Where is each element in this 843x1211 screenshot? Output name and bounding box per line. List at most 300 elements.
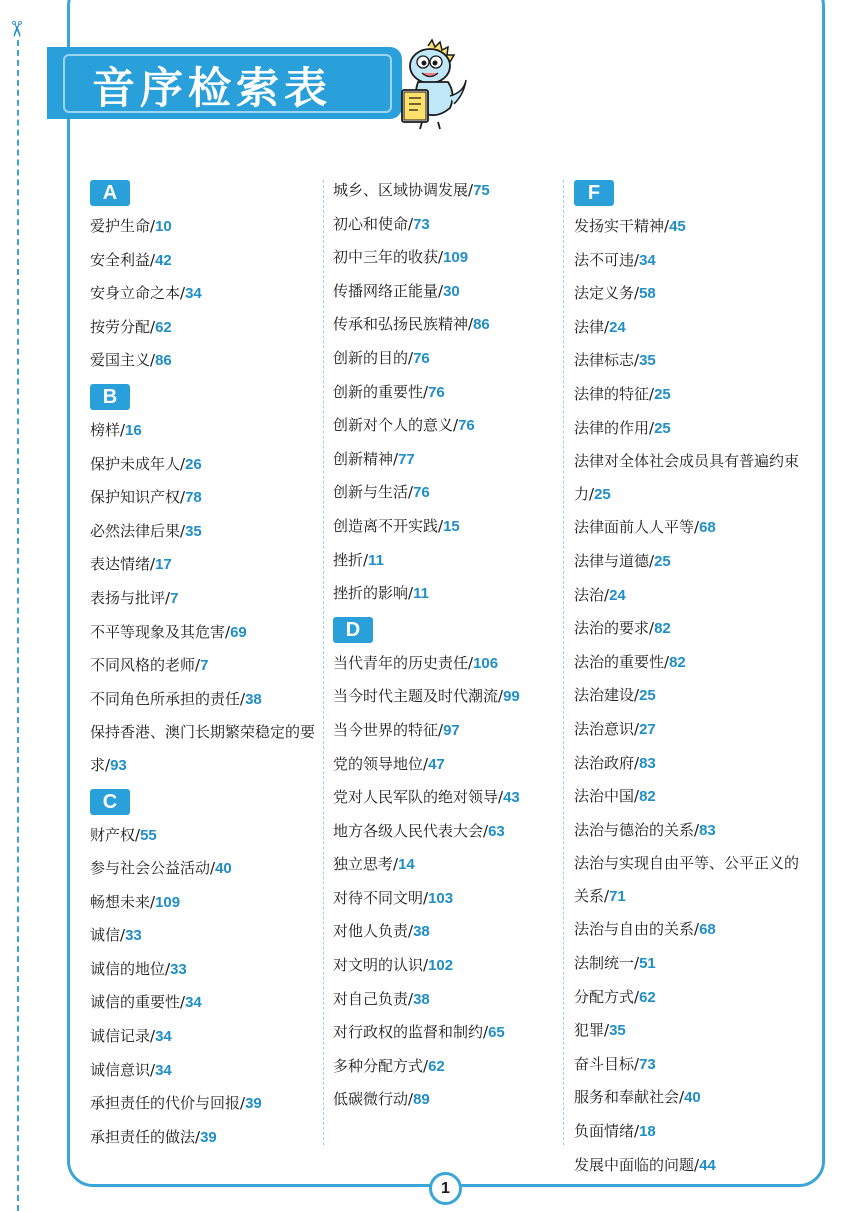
separator: / [150, 1027, 156, 1046]
index-entry[interactable] [574, 445, 799, 511]
page-ref: 82 [639, 788, 656, 806]
entry-term: 承担责任的代价与回报 [90, 1094, 241, 1113]
page-ref: 17 [155, 556, 172, 574]
index-entry[interactable] [90, 1087, 318, 1121]
index-entry[interactable] [333, 577, 558, 611]
index-entry[interactable] [333, 680, 558, 714]
page-ref: 16 [125, 421, 142, 439]
index-entry[interactable] [333, 409, 558, 443]
page-ref: 25 [654, 552, 671, 570]
index-column-1 [90, 174, 318, 1154]
separator: / [634, 351, 640, 370]
index-entry[interactable] [333, 748, 558, 782]
index-entry[interactable] [574, 947, 804, 981]
entry-term: 当今世界的特征 [333, 720, 439, 739]
page-ref: 109 [443, 249, 469, 267]
separator: / [180, 993, 186, 1012]
separator: / [165, 959, 171, 978]
separator: / [408, 584, 414, 603]
column-divider [323, 180, 324, 1145]
separator: / [393, 449, 399, 468]
cut-line [17, 40, 19, 1211]
letter-heading: F [574, 180, 614, 206]
index-entry[interactable] [574, 679, 804, 713]
index-entry[interactable] [333, 1083, 558, 1117]
dinosaur-mascot [398, 38, 472, 130]
separator: / [423, 956, 429, 975]
entry-term: 法制统一 [574, 954, 635, 973]
index-entry[interactable] [574, 511, 804, 545]
separator: / [438, 516, 444, 535]
index-entry[interactable] [90, 1121, 318, 1155]
page-ref: 40 [215, 860, 232, 878]
separator: / [135, 825, 141, 844]
separator: / [649, 619, 655, 638]
index-entry[interactable] [333, 949, 558, 983]
page-ref: 43 [503, 789, 520, 807]
separator: / [423, 754, 429, 773]
separator: / [498, 788, 504, 807]
index-entry[interactable] [333, 510, 558, 544]
page-ref: 25 [639, 687, 656, 705]
entry-term: 安身立命之本 [90, 284, 181, 303]
index-entry[interactable] [574, 210, 804, 244]
index-entry[interactable] [574, 1048, 804, 1082]
index-entry[interactable] [333, 476, 558, 510]
page-ref: 102 [428, 957, 454, 975]
separator: / [649, 551, 655, 570]
separator: / [180, 454, 186, 473]
index-entry[interactable] [90, 616, 318, 650]
index-entry[interactable] [574, 814, 804, 848]
page-ref: 76 [413, 349, 430, 367]
page-ref: 35 [639, 352, 656, 370]
index-entry[interactable] [574, 244, 804, 278]
separator: / [438, 281, 444, 300]
index-entry[interactable] [90, 649, 318, 683]
entry-term: 法定义务 [574, 284, 635, 303]
column-divider [563, 180, 564, 1145]
page-ref: 86 [155, 352, 172, 370]
entry-term: 对待不同文明 [333, 888, 424, 907]
separator: / [240, 689, 246, 708]
page-ref: 40 [684, 1089, 701, 1107]
index-entry[interactable] [90, 582, 318, 616]
page-ref: 62 [639, 988, 656, 1006]
page-ref: 44 [699, 1156, 716, 1174]
index-entry[interactable] [574, 277, 804, 311]
index-entry[interactable] [90, 886, 318, 920]
index-entry[interactable] [574, 1014, 804, 1048]
index-entry[interactable] [333, 983, 558, 1017]
separator: / [180, 521, 186, 540]
index-entry[interactable] [574, 1115, 804, 1149]
index-entry[interactable] [90, 481, 318, 515]
letter-heading: D [333, 617, 373, 643]
letter-heading: C [90, 789, 130, 815]
page-ref: 7 [200, 657, 209, 675]
index-entry[interactable] [574, 981, 804, 1015]
entry-term: 发扬实干精神 [574, 217, 665, 235]
entry-term: 多种分配方式 [333, 1056, 424, 1075]
page-ref: 109 [155, 893, 181, 911]
entry-term: 保护未成年人 [90, 454, 181, 473]
letter-heading: B [90, 384, 130, 410]
index-entry[interactable] [333, 915, 558, 949]
index-entry[interactable] [333, 544, 558, 578]
entry-term: 榜样 [90, 420, 121, 439]
page-ref: 30 [443, 282, 460, 300]
page-ref: 38 [413, 923, 430, 941]
page-ref: 25 [594, 485, 611, 503]
page-ref: 58 [639, 285, 656, 303]
page-ref: 11 [413, 585, 429, 603]
page-ref: 65 [488, 1024, 505, 1042]
separator: / [240, 1094, 246, 1113]
page-ref: 78 [185, 489, 202, 507]
separator: / [694, 920, 700, 939]
separator: / [408, 214, 414, 233]
index-entry[interactable] [574, 579, 804, 613]
index-entry[interactable] [333, 342, 558, 376]
index-entry[interactable] [574, 646, 804, 680]
page-ref: 68 [699, 519, 716, 537]
separator: / [634, 250, 640, 269]
index-entry[interactable] [333, 1016, 558, 1050]
index-entry[interactable] [90, 919, 318, 953]
separator: / [604, 585, 610, 604]
entry-term: 不平等现象及其危害 [90, 622, 226, 641]
page-ref: 26 [185, 455, 202, 473]
index-entry[interactable] [90, 210, 318, 244]
entry-term: 低碳微行动 [333, 1090, 409, 1109]
index-entry[interactable] [90, 683, 318, 717]
separator: / [589, 484, 595, 503]
page-ref: 55 [140, 826, 157, 844]
entry-term: 法治的要求 [574, 619, 650, 638]
page-ref: 34 [185, 994, 202, 1012]
page-ref: 45 [669, 218, 686, 235]
page-ref: 76 [413, 484, 430, 502]
scissors-icon: ✂ [3, 19, 29, 39]
entry-term: 诚信的重要性 [90, 993, 181, 1012]
entry-term: 当代青年的历史责任 [333, 653, 469, 672]
page-ref: 35 [185, 522, 202, 540]
page-ref: 11 [368, 551, 384, 569]
index-entry[interactable] [90, 716, 315, 782]
index-entry[interactable] [574, 1149, 804, 1183]
index-entry[interactable] [574, 378, 804, 412]
index-entry[interactable] [333, 308, 558, 342]
page-ref: 24 [609, 586, 626, 604]
entry-term: 爱护生命 [90, 217, 151, 235]
entry-term: 当今时代主题及时代潮流 [333, 687, 499, 706]
separator: / [180, 488, 186, 507]
separator: / [679, 1088, 685, 1107]
index-entry[interactable] [90, 311, 318, 345]
page-ref: 68 [699, 921, 716, 939]
entry-term: 负面情绪 [574, 1122, 635, 1141]
entry-term: 财产权 [90, 825, 136, 844]
index-entry[interactable] [333, 241, 558, 275]
page-ref: 89 [413, 1091, 430, 1109]
index-entry[interactable] [90, 852, 318, 886]
separator: / [150, 892, 156, 911]
index-entry[interactable] [90, 277, 318, 311]
index-entry[interactable] [90, 448, 318, 482]
separator: / [483, 1023, 489, 1042]
entry-term: 对他人负责 [333, 922, 409, 941]
page-ref: 25 [654, 385, 671, 403]
page-ref: 62 [155, 318, 172, 336]
separator: / [634, 987, 640, 1006]
entry-term: 挫折 [333, 550, 364, 569]
separator: / [664, 217, 670, 235]
entry-term: 分配方式 [574, 987, 635, 1006]
entry-term: 法治建设 [574, 686, 635, 705]
index-column-3 [574, 174, 804, 1182]
page-ref: 39 [245, 1095, 262, 1113]
page-ref: 27 [639, 720, 656, 738]
index-entry[interactable] [333, 174, 558, 208]
entry-term: 初中三年的收获 [333, 248, 439, 267]
separator: / [483, 821, 489, 840]
separator: / [649, 418, 655, 437]
page-ref: 34 [185, 285, 202, 303]
page-ref: 75 [473, 182, 490, 199]
index-entry[interactable] [90, 548, 318, 582]
page-title: 音序检索表 [92, 64, 332, 114]
page-ref: 62 [428, 1057, 445, 1075]
separator: / [468, 315, 474, 334]
separator: / [150, 250, 156, 269]
separator: / [165, 588, 171, 607]
page-ref: 51 [639, 955, 656, 973]
entry-term: 党的领导地位 [333, 754, 424, 773]
index-entry[interactable] [90, 986, 318, 1020]
separator: / [664, 652, 670, 671]
page-ref: 15 [443, 517, 460, 535]
page-ref: 14 [398, 856, 415, 874]
separator: / [453, 416, 459, 435]
entry-term: 传承和弘扬民族精神 [333, 315, 469, 334]
page-ref: 63 [488, 822, 505, 840]
separator: / [604, 886, 610, 905]
page-ref: 7 [170, 589, 179, 607]
separator: / [150, 217, 156, 235]
index-entry[interactable] [90, 244, 318, 278]
entry-term: 法律的特征 [574, 384, 650, 403]
separator: / [468, 181, 474, 199]
entry-term: 法治与自由的关系 [574, 920, 695, 939]
separator: / [195, 656, 201, 675]
page-ref: 71 [609, 887, 626, 905]
entry-term: 奋斗目标 [574, 1054, 635, 1073]
index-entry[interactable] [90, 1054, 318, 1088]
page-ref: 10 [155, 218, 172, 235]
entry-term: 对文明的认识 [333, 956, 424, 975]
index-entry[interactable] [333, 647, 558, 681]
index-entry[interactable] [333, 376, 558, 410]
entry-term: 创新对个人的意义 [333, 416, 454, 435]
page-ref: 34 [639, 251, 656, 269]
index-entry[interactable] [90, 414, 318, 448]
page-ref: 34 [155, 1028, 172, 1046]
index-entry[interactable] [574, 780, 804, 814]
index-entry[interactable] [333, 275, 558, 309]
entry-term: 党对人民军队的绝对领导 [333, 788, 499, 807]
separator: / [120, 420, 126, 439]
page-ref: 73 [413, 215, 430, 233]
page-ref: 25 [654, 419, 671, 437]
separator: / [649, 384, 655, 403]
separator: / [408, 483, 414, 502]
entry-term: 法律的作用 [574, 418, 650, 437]
separator: / [634, 719, 640, 738]
entry-term: 传播网络正能量 [333, 281, 439, 300]
page-ref: 103 [428, 889, 454, 907]
entry-term: 创新与生活 [333, 483, 409, 502]
separator: / [150, 317, 156, 336]
index-entry[interactable] [333, 815, 558, 849]
page-ref: 73 [639, 1055, 656, 1073]
separator: / [634, 686, 640, 705]
entry-term: 参与社会公益活动 [90, 859, 211, 878]
entry-term: 保持香港、澳门长期繁荣稳定的要求 [90, 723, 316, 774]
index-entry[interactable] [574, 412, 804, 446]
separator: / [634, 753, 640, 772]
index-entry[interactable] [90, 515, 318, 549]
entry-term: 诚信记录 [90, 1027, 151, 1046]
index-entry[interactable] [90, 1020, 318, 1054]
page-ref: 47 [428, 755, 445, 773]
entry-term: 法治 [574, 585, 605, 604]
index-entry[interactable] [333, 1050, 558, 1084]
page-ref: 76 [428, 383, 445, 401]
entry-term: 诚信 [90, 926, 121, 945]
entry-term: 创造离不开实践 [333, 516, 439, 535]
separator: / [393, 855, 399, 874]
entry-term: 承担责任的做法 [90, 1127, 196, 1146]
entry-term: 发展中面临的问题 [574, 1155, 695, 1174]
page-ref: 38 [413, 990, 430, 1008]
page-ref: 106 [473, 654, 499, 672]
separator: / [363, 550, 369, 569]
separator: / [423, 888, 429, 907]
entry-term: 服务和奉献社会 [574, 1088, 680, 1107]
entry-term: 法律与道德 [574, 551, 650, 570]
entry-term: 初心和使命 [333, 214, 409, 233]
index-entry[interactable] [574, 612, 804, 646]
separator: / [604, 317, 610, 336]
entry-term: 法治与德治的关系 [574, 820, 695, 839]
page-ref: 93 [110, 756, 127, 774]
separator: / [150, 1060, 156, 1079]
index-entry[interactable] [333, 848, 558, 882]
entry-term: 法治中国 [574, 787, 635, 806]
separator: / [423, 382, 429, 401]
entry-term: 创新的目的 [333, 348, 409, 367]
entry-term: 必然法律后果 [90, 521, 181, 540]
entry-term: 创新精神 [333, 449, 394, 468]
page-ref: 24 [609, 318, 626, 336]
page-ref: 97 [443, 721, 460, 739]
separator: / [105, 755, 111, 774]
separator: / [634, 1054, 640, 1073]
entry-term: 法律 [574, 317, 605, 336]
entry-term: 表扬与批评 [90, 588, 166, 607]
entry-term: 挫折的影响 [333, 584, 409, 603]
entry-term: 法治政府 [574, 753, 635, 772]
entry-term: 法治意识 [574, 719, 635, 738]
entry-term: 表达情绪 [90, 555, 151, 574]
index-entry[interactable] [333, 781, 558, 815]
entry-term: 法律面前人人平等 [574, 518, 695, 537]
entry-term: 创新的重要性 [333, 382, 424, 401]
index-entry[interactable] [333, 208, 558, 242]
separator: / [195, 1127, 201, 1146]
index-entry[interactable] [574, 747, 804, 781]
separator: / [634, 787, 640, 806]
page-ref: 82 [654, 620, 671, 638]
page-ref: 83 [699, 821, 716, 839]
separator: / [225, 622, 231, 641]
separator: / [498, 687, 504, 706]
entry-term: 对自己负责 [333, 989, 409, 1008]
entry-term: 法治与实现自由平等、公平正义的关系 [574, 854, 800, 905]
entry-term: 法治的重要性 [574, 652, 665, 671]
separator: / [120, 926, 126, 945]
page-ref: 33 [125, 927, 142, 945]
index-entry[interactable] [90, 953, 318, 987]
separator: / [210, 859, 216, 878]
entry-term: 法律对全体社会成员具有普遍约束力 [574, 452, 800, 503]
page-ref: 18 [639, 1123, 656, 1141]
index-entry[interactable] [574, 847, 799, 913]
page-ref: 82 [669, 653, 686, 671]
index-column-2 [333, 174, 558, 1117]
page-ref: 38 [245, 690, 262, 708]
page-ref: 69 [230, 623, 247, 641]
index-entry[interactable] [90, 819, 318, 853]
entry-term: 城乡、区域协调发展 [333, 181, 469, 199]
index-entry[interactable] [90, 344, 318, 378]
index-entry[interactable] [574, 913, 804, 947]
index-entry[interactable] [333, 443, 558, 477]
index-entry[interactable] [333, 714, 558, 748]
page-ref: 76 [458, 417, 475, 435]
entry-term: 畅想未来 [90, 892, 151, 911]
entry-term: 诚信的地位 [90, 959, 166, 978]
index-entry[interactable] [333, 882, 558, 916]
page-number: 1 [429, 1172, 462, 1205]
separator: / [408, 1090, 414, 1109]
entry-term: 保护知识产权 [90, 488, 181, 507]
separator: / [408, 348, 414, 367]
entry-term: 法不可违 [574, 250, 635, 269]
separator: / [634, 954, 640, 973]
index-entry[interactable] [574, 311, 804, 345]
entry-term: 对行政权的监督和制约 [333, 1023, 484, 1042]
index-entry[interactable] [574, 344, 804, 378]
separator: / [604, 1021, 610, 1040]
separator: / [423, 1056, 429, 1075]
page-ref: 86 [473, 316, 490, 334]
index-entry[interactable] [574, 713, 804, 747]
index-entry[interactable] [574, 1081, 804, 1115]
separator: / [468, 653, 474, 672]
index-entry[interactable] [574, 545, 804, 579]
